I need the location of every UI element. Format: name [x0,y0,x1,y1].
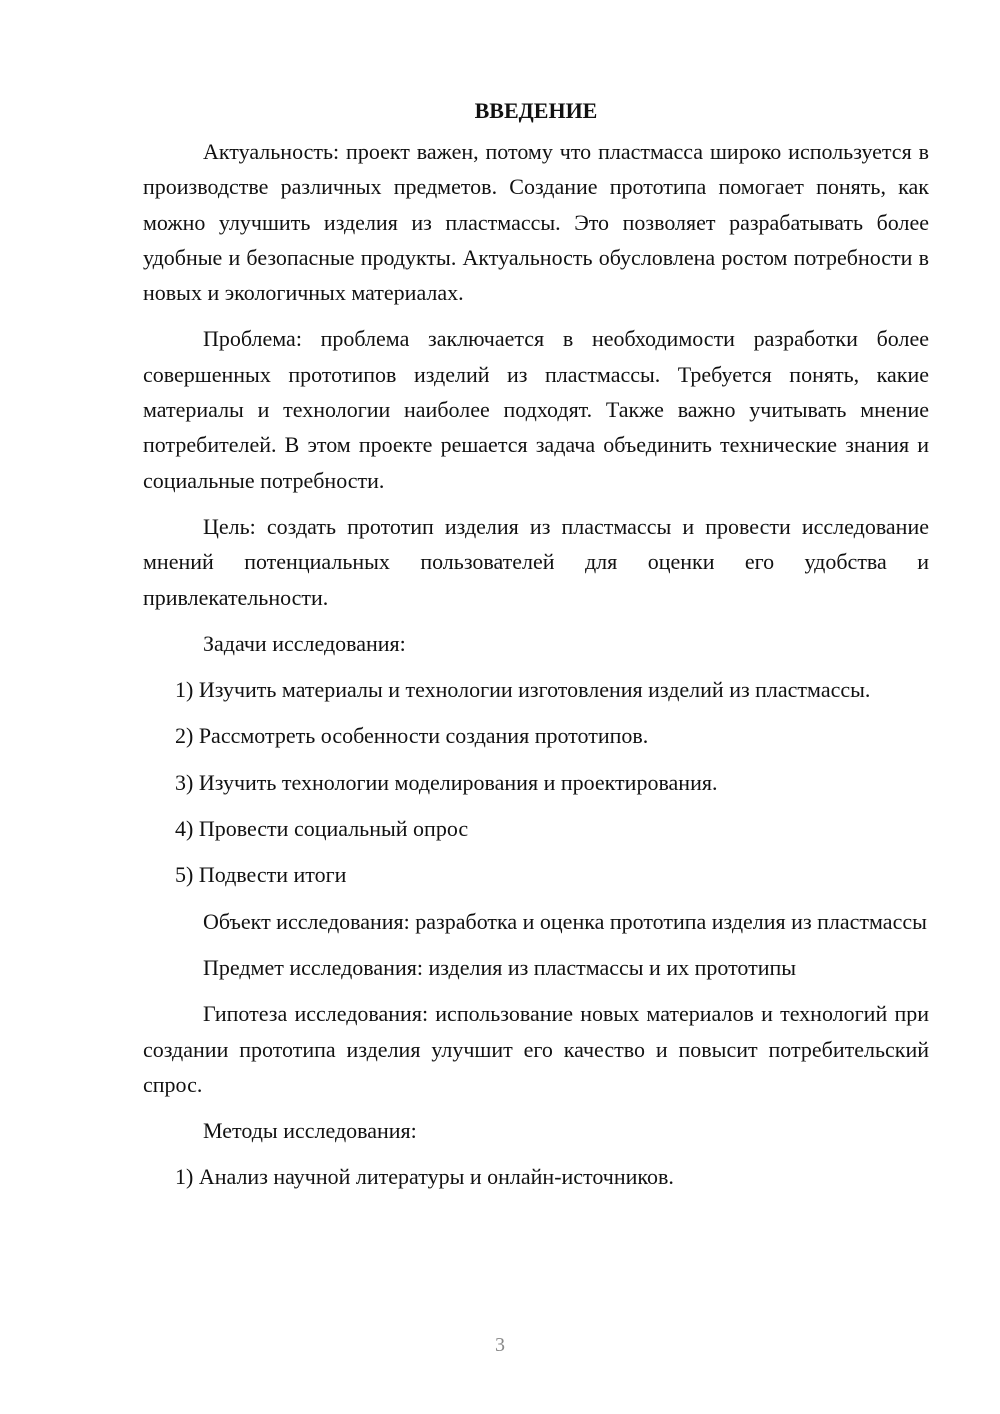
paragraph-problem: Проблема: проблема заключается в необходимости разработки более совершенных прототипов изделий из пластмассы. Требуется понять, какие материалы и технологии наиболее подходят. Также важно учитывать мнение потребителей. В этом проекте решается задача объединить технические знания и социальные потребности. [143,326,929,493]
tasks-label: Задачи исследования: [203,630,406,656]
methods-label: Методы исследования: [203,1118,417,1144]
paragraph-relevance: Актуальность: проект важен, потому что пластмасса широко используется в производстве различных предметов. Создание прототипа помогает понять, как можно улучшить изделия из пластмассы. Это позволяет разрабатывать более удобные и безопасные продукты. Актуальность обусловлена ростом потребности в новых и экологичных материалах. [143,139,929,306]
task-item-5: 5) Подвести итоги [175,862,347,888]
paragraph-object: Объект исследования: разработка и оценка прототипа изделия из пластмассы [203,908,927,934]
paragraph-goal: Цель: создать прототип изделия из пластмассы и провести исследование мнений потенциальных пользователей для оценки его удобства и привлекательности. [143,513,929,610]
page-content [143,93,929,1206]
paragraph-subject: Предмет исследования: изделия из пластмассы и их прототипы [203,954,797,980]
task-item-3: 3) Изучить технологии моделирования и проектирования. [175,769,718,795]
task-item-4: 4) Провести социальный опрос [175,816,469,842]
task-item-2: 2) Рассмотреть особенности создания прототипов. [175,723,649,749]
task-item-1: 1) Изучить материалы и технологии изготовления изделий из пластмассы. [175,677,871,703]
method-item-1: 1) Анализ научной литературы и онлайн-источников. [175,1164,674,1190]
page-number: 3 [495,1334,505,1356]
section-heading: ВВЕДЕНИЕ [474,98,598,123]
paragraph-hypothesis: Гипотеза исследования: использование новых материалов и технологий при создании прототипа изделия улучшит его качество и повысит потребительский спрос. [143,1001,929,1097]
